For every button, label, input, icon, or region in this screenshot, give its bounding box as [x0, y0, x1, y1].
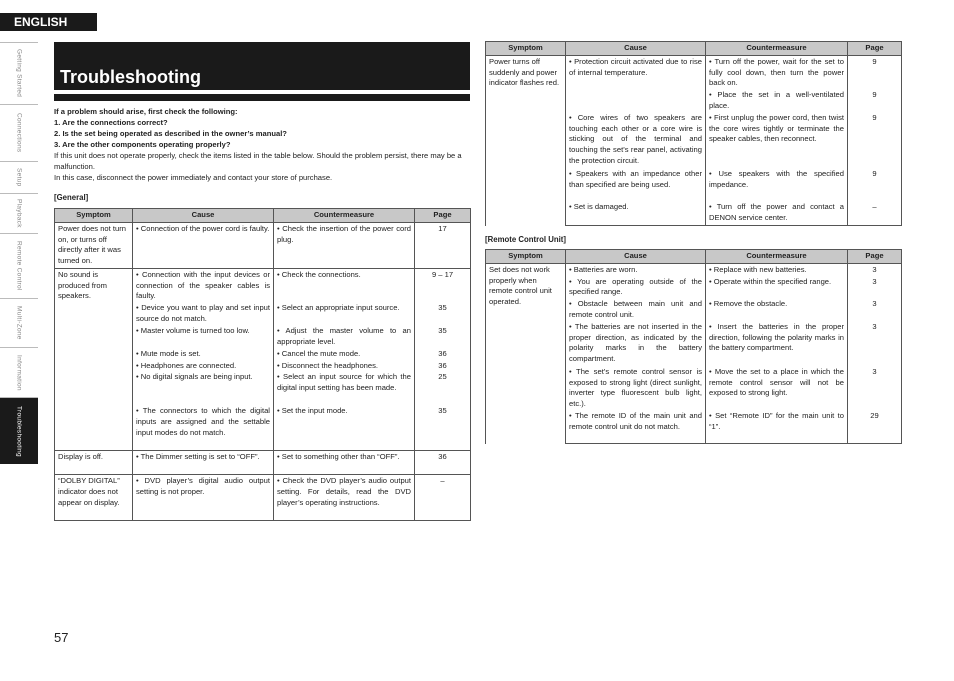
symptom-cell: Power does not turn on, or turns off directly after it was turned on. [55, 222, 133, 268]
countermeasure-cell: • Insert the batteries in the proper direction, following the polarity marks in the battery compartment. [706, 321, 848, 366]
page-cell: 17 [415, 222, 471, 268]
cause-cell: • Protection circuit activated due to rise of internal temperature. [566, 55, 706, 111]
intro-paragraph-1: If this unit does not operate properly, check the items listed in the table below. Should the problem persist, there may be a malfunction. [54, 151, 462, 171]
header-symptom: Symptom [55, 209, 133, 223]
countermeasure-cell: • Set the input mode. [274, 405, 415, 450]
side-navigation [0, 42, 38, 464]
cause-cell: • Core wires of two speakers are touching each other or a core wire is sticking out of the terminal and touching the set’s rear panel, activating the protection circuit. [566, 112, 706, 168]
header-page: Page [848, 250, 902, 264]
page-cell: 36 [415, 360, 471, 372]
language-tab: ENGLISH [0, 13, 97, 31]
side-nav-getting-started[interactable]: Getting Started [0, 42, 38, 104]
remote-section-label: [Remote Control Unit] [485, 235, 566, 244]
table-header-row [486, 42, 902, 56]
header-symptom: Symptom [486, 42, 566, 56]
title-rule [54, 94, 470, 101]
remote-table [485, 249, 902, 444]
countermeasure-cell: • Place the set in a well-ventilated place. [706, 89, 848, 112]
header-symptom: Symptom [486, 250, 566, 264]
table-row [486, 263, 902, 275]
page-cell: 9 [848, 168, 902, 201]
cause-cell: • Obstacle between main unit and remote control unit. [566, 298, 706, 321]
page-cell: 29 [848, 410, 902, 444]
cause-cell: • The set’s remote control sensor is exposed to strong light (direct sunlight, inverter type fluorescent bulb light, etc.). [566, 366, 706, 410]
cause-cell: • You are operating outside of the specified range. [566, 276, 706, 299]
countermeasure-cell: • Cancel the mute mode. [274, 348, 415, 360]
countermeasure-cell: • Set “Remote ID” for the main unit to “1”. [706, 410, 848, 444]
table-row [55, 268, 471, 302]
table-row [55, 474, 471, 520]
header-cause: Cause [566, 250, 706, 264]
table-row [55, 222, 471, 268]
side-nav-information[interactable]: Information [0, 347, 38, 397]
countermeasure-cell: • Set to something other than “OFF”. [274, 450, 415, 474]
header-page: Page [415, 209, 471, 223]
intro-check-1: 1. Are the connections correct? [54, 118, 168, 127]
countermeasure-cell: • Disconnect the headphones. [274, 360, 415, 372]
cause-cell: • Master volume is turned too low. [133, 325, 274, 348]
page-cell: 36 [415, 348, 471, 360]
countermeasure-cell: • Remove the obstacle. [706, 298, 848, 321]
cause-cell: • No digital signals are being input. [133, 371, 274, 405]
page-cell: 35 [415, 325, 471, 348]
countermeasure-cell: • Replace with new batteries. [706, 263, 848, 275]
header-countermeasure: Countermeasure [706, 42, 848, 56]
power-table [485, 41, 902, 226]
cause-cell: • The connectors to which the digital inputs are assigned and the settable input modes do not match. [133, 405, 274, 450]
cause-cell: • Connection of the power cord is faulty. [133, 222, 274, 268]
countermeasure-cell: • Check the DVD player’s audio output setting. For details, read the DVD player’s operating instructions. [274, 474, 415, 520]
page-number: 57 [54, 630, 69, 645]
intro-text [54, 106, 470, 183]
cause-cell: • DVD player’s digital audio output setting is not proper. [133, 474, 274, 520]
side-nav-playback[interactable]: Playback [0, 193, 38, 233]
page-cell: 35 [415, 405, 471, 450]
page-cell: 9 [848, 112, 902, 168]
countermeasure-cell: • Check the connections. [274, 268, 415, 302]
table-row [55, 450, 471, 474]
general-table [54, 208, 471, 521]
countermeasure-cell: • Turn off the power and contact a DENON service center. [706, 201, 848, 226]
countermeasure-cell: • Turn off the power, wait for the set to fully cool down, then turn the power back on. [706, 55, 848, 89]
page-cell: 3 [848, 321, 902, 366]
intro-paragraph-2: In this case, disconnect the power immediately and contact your store of purchase. [54, 173, 333, 182]
cause-cell: • Batteries are worn. [566, 263, 706, 275]
countermeasure-cell: • Use speakers with the specified impedance. [706, 168, 848, 201]
header-countermeasure: Countermeasure [706, 250, 848, 264]
cause-cell: • Mute mode is set. [133, 348, 274, 360]
title-bar [54, 42, 470, 90]
countermeasure-cell: • Move the set to a place in which the remote control sensor will not be exposed to strong light. [706, 366, 848, 410]
page-cell: 9 – 17 [415, 268, 471, 302]
countermeasure-cell: • Select an input source for which the digital input setting has been made. [274, 371, 415, 405]
symptom-cell: “DOLBY DIGITAL” indicator does not appear on display. [55, 474, 133, 520]
side-nav-remote-control[interactable]: Remote Control [0, 233, 38, 298]
page-cell: 9 [848, 89, 902, 112]
cause-cell: • The remote ID of the main unit and remote control unit do not match. [566, 410, 706, 444]
side-nav-setup[interactable]: Setup [0, 161, 38, 193]
page-cell: 3 [848, 263, 902, 275]
page-title: Troubleshooting [60, 67, 201, 87]
side-nav-connections[interactable]: Connections [0, 104, 38, 161]
symptom-cell: Set does not work properly when remote control unit operated. [486, 263, 566, 444]
page-cell: 36 [415, 450, 471, 474]
intro-heading: If a problem should arise, first check the following: [54, 107, 238, 116]
table-header-row [486, 250, 902, 264]
header-page: Page [848, 42, 902, 56]
countermeasure-cell: • Select an appropriate input source. [274, 302, 415, 325]
page-cell: 25 [415, 371, 471, 405]
table-row [486, 55, 902, 89]
cause-cell: • Speakers with an impedance other than specified are being used. [566, 168, 706, 201]
page-cell: 3 [848, 298, 902, 321]
intro-check-3: 3. Are the other components operating properly? [54, 140, 231, 149]
symptom-cell: No sound is produced from speakers. [55, 268, 133, 450]
general-section-label: [General] [54, 193, 89, 202]
page-cell: 3 [848, 276, 902, 299]
page-cell: – [415, 474, 471, 520]
cause-cell: • Headphones are connected. [133, 360, 274, 372]
intro-check-2: 2. Is the set being operated as described in the owner’s manual? [54, 129, 287, 138]
table-header-row [55, 209, 471, 223]
cause-cell: • The batteries are not inserted in the proper direction, as indicated by the polarity marks in the battery compartment. [566, 321, 706, 366]
page-cell: 9 [848, 55, 902, 89]
header-countermeasure: Countermeasure [274, 209, 415, 223]
page-cell: 35 [415, 302, 471, 325]
countermeasure-cell: • Check the insertion of the power cord plug. [274, 222, 415, 268]
cause-cell: • The Dimmer setting is set to “OFF”. [133, 450, 274, 474]
header-cause: Cause [566, 42, 706, 56]
countermeasure-cell: • Adjust the master volume to an appropriate level. [274, 325, 415, 348]
symptom-cell: Power turns off suddenly and power indicator flashes red. [486, 55, 566, 225]
countermeasure-cell: • First unplug the power cord, then twist the core wires tightly or terminate the speaker cables, then reconnect. [706, 112, 848, 168]
header-cause: Cause [133, 209, 274, 223]
page-cell: 3 [848, 366, 902, 410]
symptom-cell: Display is off. [55, 450, 133, 474]
page-cell: – [848, 201, 902, 226]
side-nav-troubleshooting[interactable]: Troubleshooting [0, 397, 38, 464]
cause-cell: • Connection with the input devices or connection of the speaker cables is faulty. [133, 268, 274, 302]
side-nav-multi-zone[interactable]: Multi-Zone [0, 298, 38, 347]
cause-cell: • Set is damaged. [566, 201, 706, 226]
cause-cell: • Device you want to play and set input source do not match. [133, 302, 274, 325]
countermeasure-cell: • Operate within the specified range. [706, 276, 848, 299]
